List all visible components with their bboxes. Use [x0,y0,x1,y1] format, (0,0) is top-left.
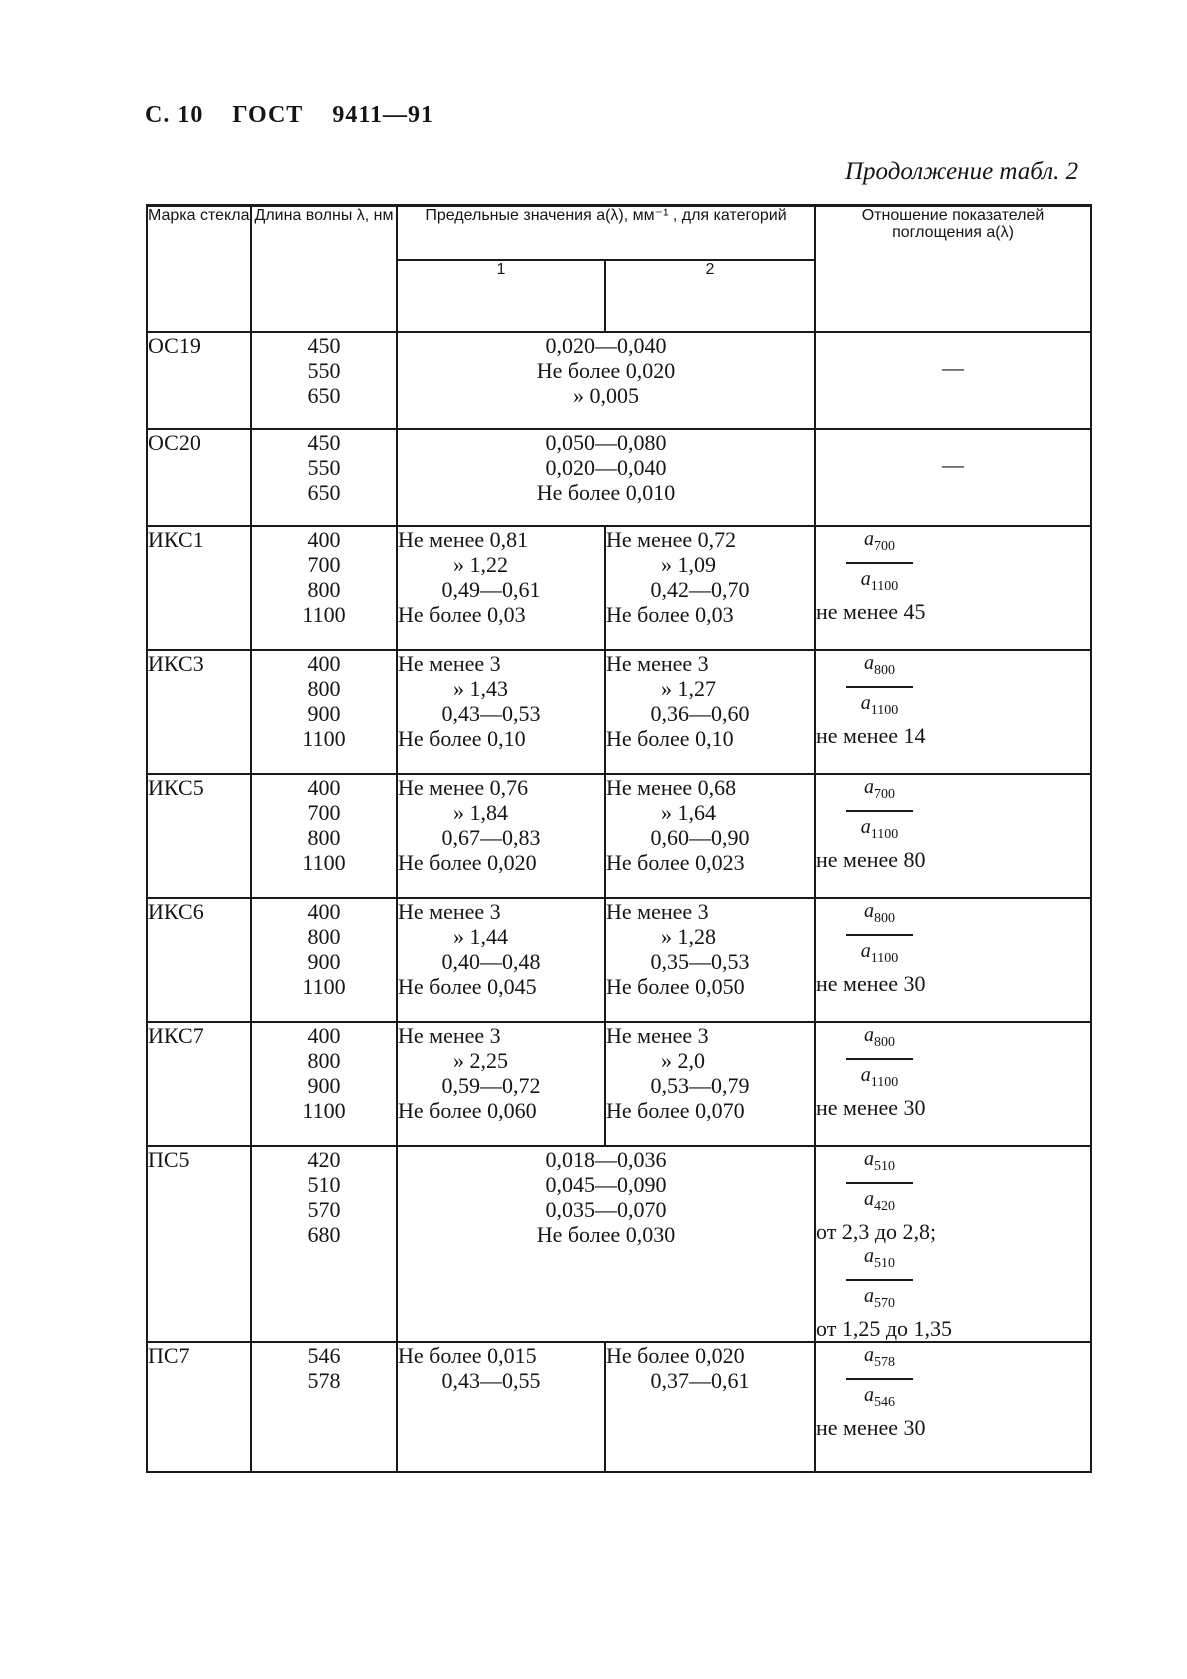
limits-cat2-cell [605,650,815,774]
absorption-symbol: $a_{800}$ [864,652,895,678]
limit-value: » 1,44 [453,924,508,949]
absorption-symbol: $a_{546}$ [864,1384,895,1410]
wavelength-value: 546 [307,1343,341,1368]
standard-number: 9411—91 [332,102,435,128]
limit-value: 0,36—0,60 [650,701,750,726]
limit-value: Не менее 3 [398,651,501,676]
wavelength-value: 800 [307,924,341,949]
limit-value: 0,40—0,48 [441,949,541,974]
ratio-dash: — [942,452,964,477]
limit-value: Не более 0,010 [536,480,676,505]
limit-value: Не более 0,015 [398,1343,537,1368]
table-body [147,332,1091,1472]
ratio-cell [815,650,1091,774]
limit-value: 0,35—0,53 [650,949,750,974]
ratio-fraction [816,1244,929,1316]
limit-value: » 0,005 [573,383,639,408]
ratio-cell [815,898,1091,1022]
wavelength-cell [251,1146,397,1342]
absorption-symbol: $a_{510}$ [864,1245,895,1271]
ratio-condition: не менее 14 [816,723,926,748]
absorption-symbol: $a_{510}$ [864,1148,895,1174]
wavelength-value: 700 [307,552,341,577]
limit-value: Не более 0,03 [606,602,734,627]
limits-cat1-cell [397,526,605,650]
ratio-cell [815,1342,1091,1472]
ratio-cell [815,1146,1091,1342]
absorption-symbol: $a_{1100}$ [860,816,899,842]
limits-cat2-cell [605,774,815,898]
ratio-fraction [816,1343,929,1415]
wavelength-value: 450 [307,430,341,455]
glass-grade-cell: ИКС3 [147,650,251,774]
ratio-denominator [846,1380,913,1415]
ratio-denominator [846,936,913,971]
absorption-symbol: $a_{570}$ [864,1285,895,1311]
limits-cat2-cell [605,1022,815,1146]
ratio-denominator [846,564,913,599]
wavelength-value: 578 [307,1368,341,1393]
wavelength-value: 900 [307,949,341,974]
limit-value: Не более 0,03 [398,602,526,627]
ratio-fraction [816,1147,929,1219]
header-limits: Предельные значения a(λ), мм⁻¹ , для категорий [397,206,815,261]
absorption-symbol: $a_{700}$ [864,776,895,802]
wavelength-value: 400 [307,775,341,800]
wavelength-value: 1100 [302,1098,346,1123]
table-row [147,898,1091,1022]
wavelength-value: 1100 [302,974,346,999]
limit-value: Не более 0,023 [606,850,745,875]
limit-value: 0,045—0,090 [545,1172,667,1197]
table-row [147,1342,1091,1472]
ratio-dash: — [942,355,964,380]
limit-value: » 1,09 [661,552,716,577]
absorption-symbol: $a_{1100}$ [860,568,899,594]
header-ratio: Отношение показателей поглощения a(λ) [815,206,1091,333]
limit-value: 0,53—0,79 [650,1073,750,1098]
wavelength-value: 570 [307,1197,341,1222]
glass-grade-cell: ИКС1 [147,526,251,650]
ratio-numerator [846,1343,913,1380]
absorption-symbol: $a_{578}$ [864,1344,895,1370]
wavelength-value: 1100 [302,726,346,751]
wavelength-value: 400 [307,1023,341,1048]
limit-value: Не более 0,020 [398,850,537,875]
limit-value: » 1,22 [453,552,508,577]
limit-value: Не менее 3 [398,899,501,924]
wavelength-cell [251,332,397,429]
wavelength-value: 700 [307,800,341,825]
limit-value: » 1,28 [661,924,716,949]
limit-value: » 1,43 [453,676,508,701]
limit-value: 0,42—0,70 [650,577,750,602]
ratio-numerator [846,527,913,564]
limits-merged-cell [397,332,815,429]
glass-grade-cell: ИКС7 [147,1022,251,1146]
limit-value: 0,020—0,040 [545,333,667,358]
wavelength-value: 800 [307,1048,341,1073]
ratio-numerator [846,1147,913,1184]
limit-value: Не менее 3 [398,1023,501,1048]
page-number: С. 10 [145,102,204,128]
ratio-fraction [816,899,929,971]
wavelength-cell [251,429,397,526]
limit-value: Не более 0,10 [606,726,734,751]
limit-value: 0,49—0,61 [441,577,541,602]
ratio-numerator [846,1023,913,1060]
wavelength-value: 400 [307,527,341,552]
ratio-denominator [846,1184,913,1219]
limits-merged-cell [397,1146,815,1342]
header-category-1: 1 [397,260,605,332]
ratio-cell [815,1022,1091,1146]
table-row [147,774,1091,898]
wavelength-cell [251,650,397,774]
limit-value: » 2,25 [453,1048,508,1073]
limit-value: Не менее 3 [606,651,709,676]
limit-value: Не более 0,020 [536,358,676,383]
wavelength-value: 1100 [302,602,346,627]
limits-cat1-cell [397,650,605,774]
glass-grade-cell: ИКС5 [147,774,251,898]
ratio-cell [815,774,1091,898]
table-row [147,332,1091,429]
table-row [147,429,1091,526]
wavelength-cell [251,774,397,898]
ratio-fraction [816,775,929,847]
table-row [147,1022,1091,1146]
wavelength-cell [251,898,397,1022]
limit-value: » 1,84 [453,800,508,825]
page-header [145,102,456,129]
limit-value: Не более 0,070 [606,1098,745,1123]
wavelength-value: 400 [307,899,341,924]
limit-value: 0,035—0,070 [545,1197,667,1222]
limit-value: Не более 0,050 [606,974,745,999]
limits-cat1-cell [397,774,605,898]
limit-value: 0,43—0,55 [441,1368,541,1393]
limit-value: Не более 0,030 [536,1222,676,1247]
wavelength-value: 900 [307,1073,341,1098]
wavelength-value: 550 [307,455,341,480]
ratio-cell [815,526,1091,650]
absorption-symbol: $a_{800}$ [864,900,895,926]
glass-grade-cell: ПС5 [147,1146,251,1342]
ratio-denominator [846,812,913,847]
ratio-denominator [846,1281,913,1316]
limits-cat2-cell [605,898,815,1022]
glass-absorption-table [146,204,1092,1473]
absorption-symbol: $a_{420}$ [864,1188,895,1214]
absorption-symbol: $a_{1100}$ [860,1064,899,1090]
ratio-numerator [846,1244,913,1281]
wavelength-cell [251,526,397,650]
limits-merged-cell [397,429,815,526]
wavelength-cell [251,1022,397,1146]
limit-value: » 1,64 [661,800,716,825]
ratio-fraction [816,651,929,723]
limit-value: Не менее 0,72 [606,527,737,552]
wavelength-value: 800 [307,676,341,701]
limit-value: Не менее 3 [606,1023,709,1048]
ratio-numerator [846,651,913,688]
wavelength-value: 680 [307,1222,341,1247]
wavelength-value: 800 [307,825,341,850]
limits-cat2-cell [605,1342,815,1472]
glass-grade-cell: ОС19 [147,332,251,429]
limit-value: 0,60—0,90 [650,825,750,850]
wavelength-value: 400 [307,651,341,676]
wavelength-value: 650 [307,480,341,505]
table-row [147,1146,1091,1342]
ratio-condition: не менее 30 [816,1415,926,1440]
table-row [147,650,1091,774]
header-grade: Марка стекла [147,206,251,333]
limit-value: Не менее 0,68 [606,775,737,800]
ratio-denominator [846,1060,913,1095]
ratio-condition: не менее 80 [816,847,926,872]
wavelength-value: 420 [307,1147,341,1172]
ratio-condition: не менее 30 [816,1095,926,1120]
limit-value: 0,37—0,61 [650,1368,750,1393]
ratio-numerator [846,775,913,812]
limits-cat2-cell [605,526,815,650]
limit-value: » 1,27 [661,676,716,701]
limit-value: 0,43—0,53 [441,701,541,726]
absorption-symbol: $a_{700}$ [864,528,895,554]
wavelength-cell [251,1342,397,1472]
absorption-symbol: $a_{800}$ [864,1024,895,1050]
table-continuation-label: Продолжение табл. 2 [845,158,1079,185]
ratio-condition: от 1,25 до 1,35 [816,1316,953,1341]
ratio-cell [815,429,1091,526]
limit-value: Не более 0,10 [398,726,526,751]
wavelength-value: 650 [307,383,341,408]
wavelength-value: 800 [307,577,341,602]
wavelength-value: 510 [307,1172,341,1197]
limits-cat1-cell [397,898,605,1022]
limit-value: 0,050—0,080 [545,430,667,455]
table-row [147,526,1091,650]
wavelength-value: 900 [307,701,341,726]
ratio-denominator [846,688,913,723]
absorption-symbol: $a_{1100}$ [860,692,899,718]
wavelength-value: 1100 [302,850,346,875]
glass-grade-cell: ПС7 [147,1342,251,1472]
limit-value: 0,018—0,036 [545,1147,667,1172]
ratio-condition: не менее 30 [816,971,926,996]
ratio-cell [815,332,1091,429]
limit-value: Не более 0,060 [398,1098,537,1123]
limit-value: Не более 0,045 [398,974,537,999]
glass-grade-cell: ИКС6 [147,898,251,1022]
ratio-fraction [816,1023,929,1095]
limits-cat1-cell [397,1022,605,1146]
limit-value: » 2,0 [661,1048,705,1073]
limit-value: Не более 0,020 [606,1343,745,1368]
limit-value: 0,67—0,83 [441,825,541,850]
standard-label: ГОСТ [232,102,304,128]
glass-grade-cell: ОС20 [147,429,251,526]
ratio-condition: от 2,3 до 2,8; [816,1219,937,1244]
ratio-condition: не менее 45 [816,599,926,624]
limit-value: Не менее 0,81 [398,527,529,552]
header-category-2: 2 [605,260,815,332]
ratio-numerator [846,899,913,936]
absorption-symbol: $a_{1100}$ [860,940,899,966]
limit-value: Не менее 3 [606,899,709,924]
limit-value: 0,59—0,72 [441,1073,541,1098]
limit-value: Не менее 0,76 [398,775,529,800]
limit-value: 0,020—0,040 [545,455,667,480]
wavelength-value: 550 [307,358,341,383]
limits-cat1-cell [397,1342,605,1472]
header-wavelength: Длина волны λ, нм [251,206,397,333]
ratio-fraction [816,527,929,599]
wavelength-value: 450 [307,333,341,358]
